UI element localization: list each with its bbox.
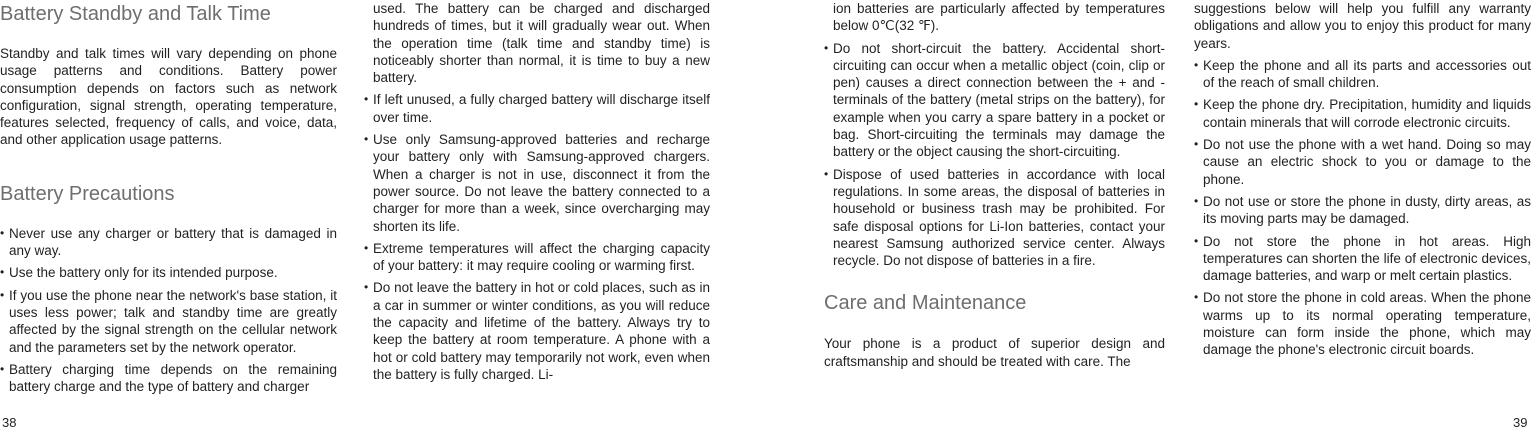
list-item-text: ion batteries are particularly affected by temperatures below 0℃(32 ℉). [833,1,1165,34]
list-item: • If you use the phone near the network's base station, it uses less power; talk and standby time are greatly affected by the signal strength on the cellular network and the parameters set by the network operator. [0,287,337,356]
list-item: • Do not store the phone in hot areas. High temperatures can shorten the life of electronic devices, damage batteries, and warp or melt certain plastics. [1194,233,1531,285]
list-item: • Do not use or store the phone in dusty, dirty areas, as its moving parts may be damaged. [1194,193,1531,228]
list-item: • Do not store the phone in cold areas. When the phone warms up to its normal operating temperature, moisture can form inside the phone, which may damage the phone's electronic circuit boards. [1194,289,1531,358]
care-maintenance-paragraph-continued: suggestions below will help you fulfill any warranty obligations and allow you to enjoy this product for many years. [1194,1,1531,51]
list-item: • Dispose of used batteries in accordance with local regulations. In some areas, the disposal of batteries in household or business trash may be prohibited. For safe disposal options for Li-Ion batteries, contact your nearest Samsung authorized service center. Always recycle. Do not dispose of batteries in a fire. [824,166,1165,270]
left-page-column-1 [0,0,337,400]
list-item-continued [824,0,1165,35]
list-item: • Battery charging time depends on the remaining battery charge and the type of battery and charger [0,361,337,396]
list-item-text: used. The battery can be charged and discharged hundreds of times, but it will gradually wear out. When the operation time (talk time and standby time) is noticeably shorter than normal, it is time to buy a new battery. [373,1,710,86]
list-item: • Do not leave the battery in hot or cold places, such as in a car in summer or winter conditions, as you will reduce the capacity and lifetime of the battery. Always try to keep the battery at room temperature. A phone with a hot or cold battery may temporarily not work, even when the battery is fully charged. Li- [364,279,710,383]
page-number-left: 38 [2,415,17,430]
care-maintenance-list [1194,57,1531,359]
list-item: • Do not use the phone with a wet hand. Doing so may cause an electric shock to you or damage to the phone. [1194,136,1531,188]
section-title-care-maintenance: Care and Maintenance [824,292,1027,315]
list-item: • Keep the phone and all its parts and accessories out of the reach of small children. [1194,57,1531,92]
care-maintenance-paragraph: Your phone is a product of superior design and craftsmanship and should be treated with care. The [824,336,1165,369]
list-item: • Never use any charger or battery that is damaged in any way. [0,225,337,260]
battery-precautions-list-continued [364,0,710,383]
list-item-continued [364,0,710,86]
battery-precautions-list [0,225,337,396]
list-item: • Keep the phone dry. Precipitation, humidity and liquids contain minerals that will corrode electronic circuits. [1194,96,1531,131]
right-page-column-2 [1194,0,1531,364]
battery-precautions-list-continued-2 [824,0,1165,269]
list-item: • Use the battery only for its intended purpose. [0,264,337,281]
page-number-right: 39 [1513,415,1528,430]
section-title-standby-talk-time: Battery Standby and Talk Time [0,3,271,25]
list-item: • If left unused, a fully charged battery will discharge itself over time. [364,91,710,126]
standby-talk-time-paragraph: Standby and talk times will vary depending on phone usage patterns and conditions. Battery power consumption depends on factors such as network configuration, signal strength, operating temperature, features selected, frequency of calls, and voice, data, and other application usage patterns. [0,46,337,148]
right-page-column-1 [824,0,1165,370]
left-page-column-2 [364,0,710,388]
section-title-battery-precautions: Battery Precautions [0,182,175,205]
list-item: • Use only Samsung-approved batteries and recharge your battery only with Samsung-approved chargers. When a charger is not in use, disconnect it from the power source. Do not leave the battery connected to a charger for more than a week, since overcharging may shorten its life. [364,131,710,235]
list-item: • Do not short-circuit the battery. Accidental short-circuiting can occur when a metallic object (coin, clip or pen) causes a direct connection between the + and - terminals of the battery (metal strips on the battery), for example when you carry a spare battery in a pocket or bag. Short-circuiting the terminals may damage the battery or the object causing the short-circuiting. [824,40,1165,161]
list-item: • Extreme temperatures will affect the charging capacity of your battery: it may require cooling or warming first. [364,240,710,275]
